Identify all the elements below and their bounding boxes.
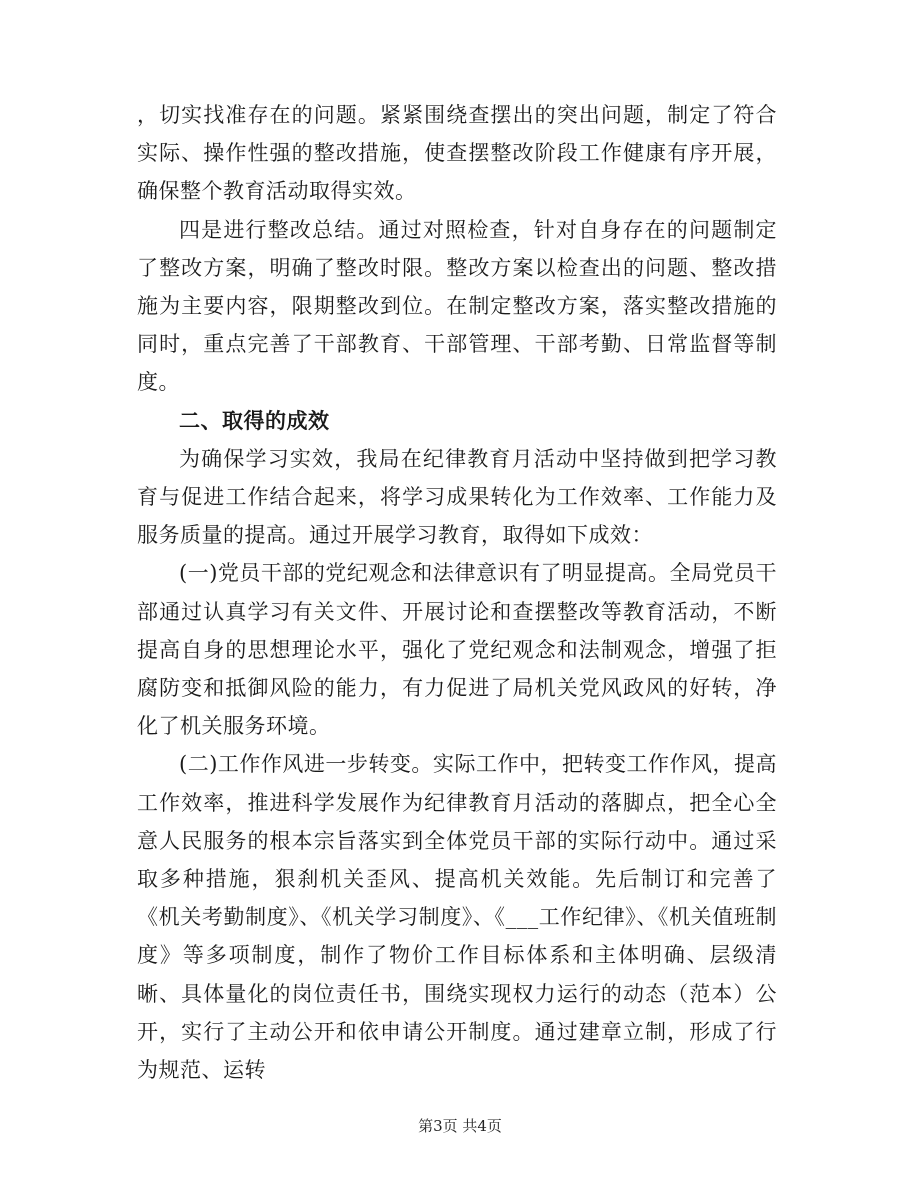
paragraph-achievements-intro: 为确保学习实效，我局在纪律教育月活动中坚持做到把学习教育与促进工作结合起来，将学习成果转化为工作效率、工作能力及服务质量的提高。通过开展学习教育，取得如下成效：: [137, 446, 777, 548]
paragraph-achievement-one: (一)党员干部的党纪观念和法律意识有了明显提高。全局党员干部通过认真学习有关文件、开展讨论和查摆整改等教育活动，不断提高自身的思想理论水平，强化了党纪观念和法制观念，增强了拒腐防变和抵御风险的能力，有力促进了局机关党风政风的好转，净化了机关服务环境。: [137, 561, 777, 739]
paragraph-rectification-summary: 四是进行整改总结。通过对照检查，针对自身存在的问题制定了整改方案，明确了整改时限。整改方案以检查出的问题、整改措施为主要内容，限期整改到位。在制定整改方案，落实整改措施的同时，重点完善了干部教育、干部管理、干部考勤、日常监督等制度。: [137, 217, 777, 395]
paragraph-continuation: ，切实找准存在的问题。紧紧围绕查摆出的突出问题，制定了符合实际、操作性强的整改措施，使查摆整改阶段工作健康有序开展，确保整个教育活动取得实效。: [137, 103, 777, 204]
page-number-footer: 第3页 共4页: [418, 1117, 502, 1135]
section-heading-achievements: 二、取得的成效: [179, 407, 330, 433]
paragraph-achievement-two: (二)工作作风进一步转变。实际工作中，把转变工作作风，提高工作效率，推进科学发展作为纪律教育月活动的落脚点，把全心全意人民服务的根本宗旨落实到全体党员干部的实际行动中。通过采取多种措施，狠刹机关歪风、提高机关效能。先后制订和完善了《机关考勤制度》、《机关学习制度》、《___工作纪律》、《机关值班制度》等多项制度，制作了物价工作目标体系和主体明确、层级清晰、具体量化的岗位责任书，围绕实现权力运行的动态（范本）公开，实行了主动公开和依申请公开制度。通过建章立制，形成了行为规范、运转: [137, 752, 777, 1083]
document-body: [137, 96, 777, 1089]
